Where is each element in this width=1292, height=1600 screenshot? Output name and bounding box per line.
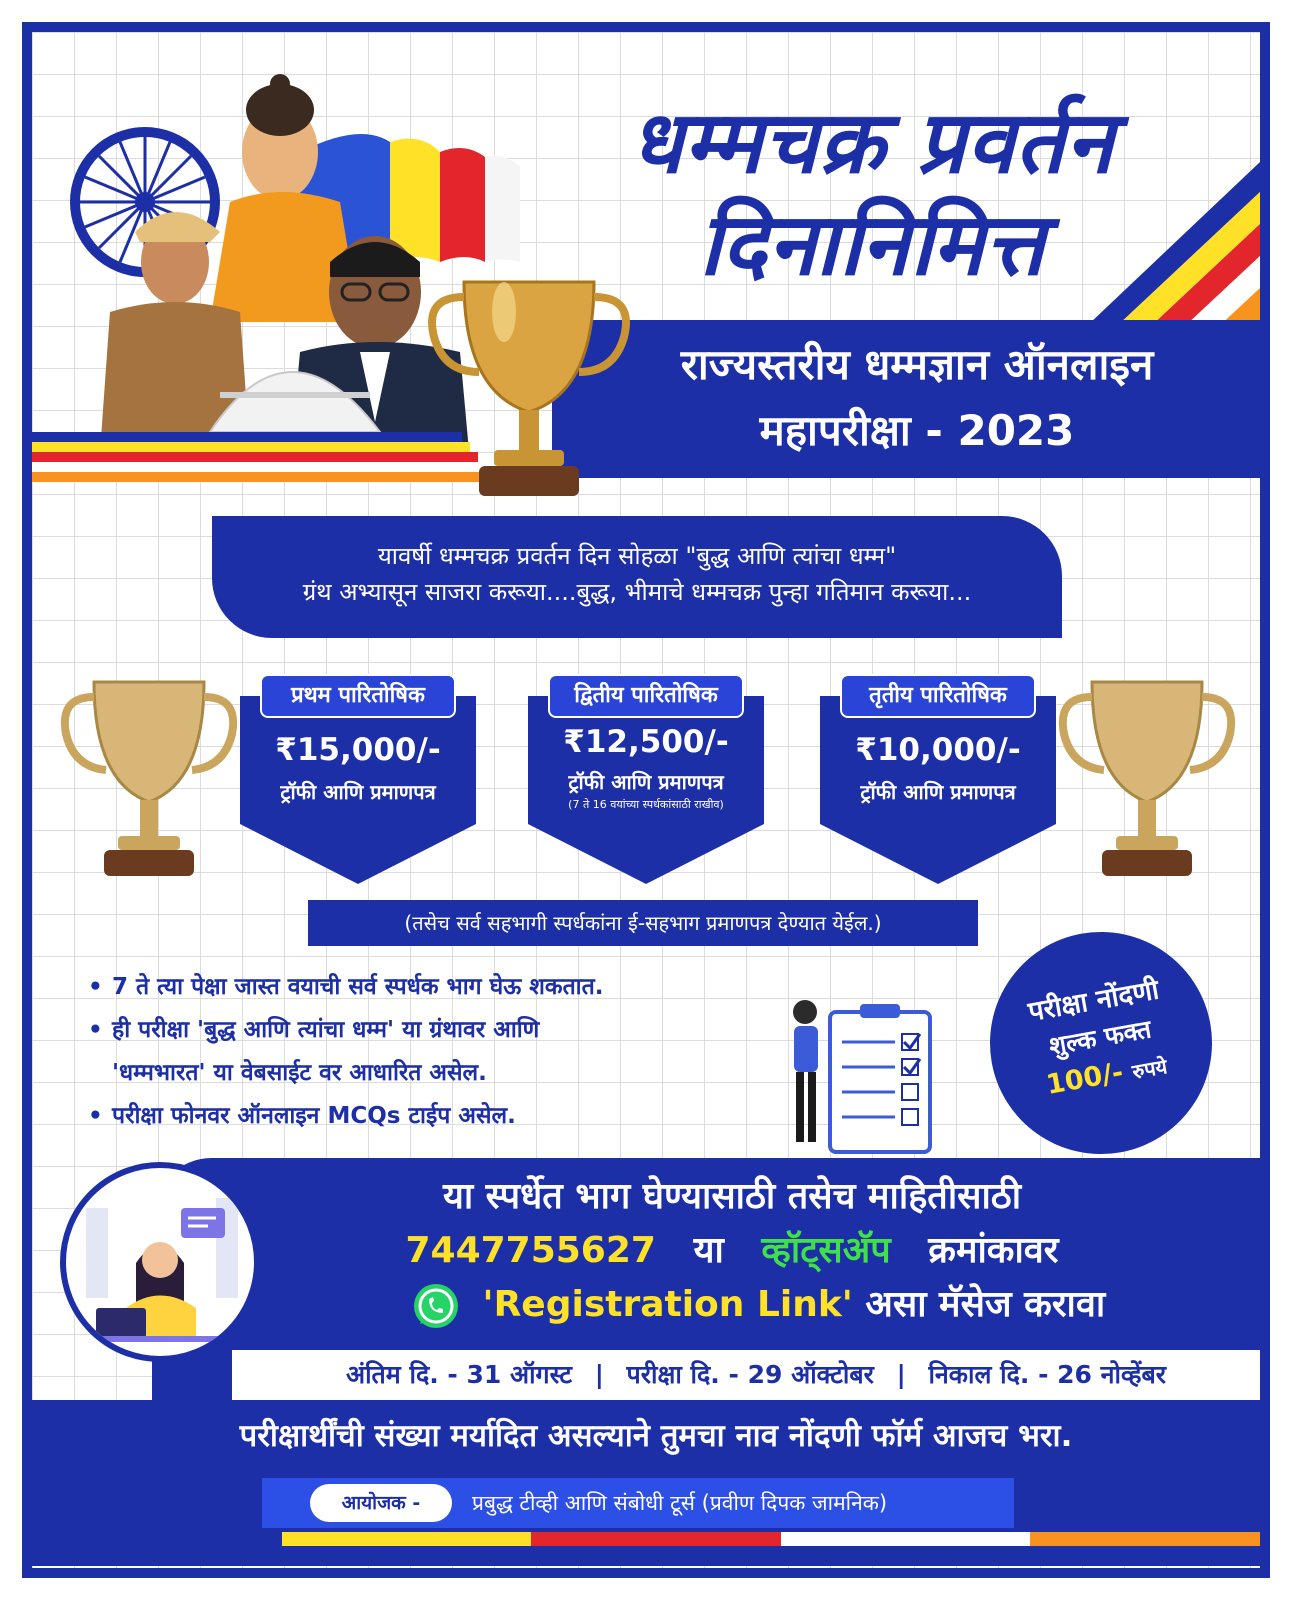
rules-list — [88, 966, 748, 1138]
fee-badge — [972, 914, 1229, 1171]
prize-desc: ट्रॉफी आणि प्रमाणपत्र — [568, 770, 724, 794]
date-separator: | — [896, 1360, 906, 1389]
prize-desc: ट्रॉफी आणि प्रमाणपत्र — [860, 780, 1016, 804]
contact-kramank: क्रमांकावर — [928, 1230, 1059, 1271]
whatsapp-icon — [412, 1282, 460, 1330]
prize-third — [820, 674, 1056, 884]
prize-first — [240, 674, 476, 884]
whatsapp-label: व्हॉट्सअ‍ॅप — [761, 1230, 891, 1271]
exam-title — [572, 332, 1262, 464]
date-exam: परीक्षा दि. - 29 ऑक्टोबर — [626, 1360, 874, 1389]
contact-ya: या — [693, 1230, 724, 1271]
checklist-icon — [770, 992, 940, 1162]
poster-frame — [22, 22, 1270, 1578]
stripe-red — [531, 1532, 781, 1546]
trophy-icon — [54, 672, 244, 902]
rule-item: • ही परीक्षा 'बुद्ध आणि त्यांचा धम्म' या ग्रंथावर आणि — [88, 1009, 748, 1052]
prize-desc: ट्रॉफी आणि प्रमाणपत्र — [280, 780, 436, 804]
exam-title-line2: महापरीक्षा - 2023 — [759, 406, 1075, 455]
important-dates — [232, 1350, 1270, 1400]
date-separator: | — [594, 1360, 604, 1389]
stripe-yellow — [282, 1532, 532, 1546]
support-agent-icon — [60, 1162, 260, 1362]
rule-item-continued: 'धम्मभारत' या वेबसाईट वर आधारित असेल. — [112, 1060, 487, 1086]
exam-title-line1: राज्यस्तरीय धम्मज्ञान ऑनलाइन — [680, 340, 1154, 389]
prize-label: तृतीय पारितोषिक — [840, 674, 1036, 718]
prize-label: प्रथम पारितोषिक — [260, 674, 456, 718]
fee-amount: 100/- — [1043, 1056, 1126, 1101]
contact-line3 — [412, 1278, 1192, 1330]
main-title-line1: धम्मचक्र प्रवर्तन — [629, 92, 1115, 193]
bottom-flag-stripes — [32, 1532, 1270, 1546]
contact-line1: या स्पर्धेत भाग घेण्यासाठी तसेच माहितीसाठी — [442, 1176, 1022, 1217]
phone-number[interactable]: 7447755627 — [405, 1230, 656, 1271]
rule-item: • परीक्षा फोनवर ऑनलाइन MCQs टाईप असेल. — [88, 1095, 748, 1138]
fee-line2: शुल्क फक्त — [1046, 1014, 1154, 1061]
prize-amount: ₹12,500/- — [563, 724, 729, 760]
intro-line1: यावर्षी धम्मचक्र प्रवर्तन दिन सोहळा "बुद्ध आणि त्यांचा धम्म" — [377, 542, 897, 570]
prize-note: (7 ते 16 वयांच्या स्पर्धकांसाठी राखीव) — [568, 798, 724, 811]
footer-notice: परीक्षार्थींची संख्या मर्यादित असल्याने तुमचा नाव नोंदणी फॉर्म आजच भरा. — [239, 1418, 1073, 1454]
organiser-name: प्रबुद्ध टीव्ही आणि संबोधी टूर्स (प्रवीण दिपक जामनिक) — [472, 1491, 888, 1515]
date-result: निकाल दि. - 26 नोव्हेंबर — [928, 1360, 1166, 1389]
fee-unit: रुपये — [1130, 1054, 1169, 1084]
fee-line1: परीक्षा नोंदणी — [1025, 974, 1162, 1028]
trophy-icon — [1052, 672, 1242, 902]
corner-flag-stripes — [1070, 162, 1260, 342]
trophy-icon — [424, 262, 634, 522]
organiser-label: आयोजक - — [310, 1484, 452, 1522]
main-title-line2: दिनानिमित्त — [698, 194, 1046, 295]
registration-keyword: 'Registration Link' — [482, 1284, 853, 1325]
stripe-white — [781, 1532, 1031, 1546]
contact-line2 — [272, 1224, 1192, 1273]
intro-line2: ग्रंथ अभ्यासून साजरा करूया....बुद्ध, भीमाचे धम्मचक्र पुन्हा गतिमान करूया... — [302, 578, 972, 606]
prize-amount: ₹15,000/- — [275, 732, 441, 768]
stripe-orange — [1030, 1532, 1270, 1546]
contact-message: असा मॅसेज करावा — [865, 1284, 1106, 1325]
prize-amount: ₹10,000/- — [855, 732, 1021, 768]
stripe-blue — [32, 1532, 282, 1546]
prize-label: द्वितीय पारितोषिक — [548, 674, 744, 718]
rule-item: • 7 ते त्या पेक्षा जास्त वयाची सर्व स्पर्धक भाग घेऊ शकतात. — [88, 966, 748, 1009]
certificate-note: (तसेच सर्व सहभागी स्पर्धकांना ई-सहभाग प्रमाणपत्र देण्यात येईल.) — [308, 900, 978, 946]
prize-second — [528, 674, 764, 884]
intro-message — [212, 516, 1062, 638]
date-last: अंतिम दि. - 31 ऑगस्ट — [345, 1360, 572, 1389]
